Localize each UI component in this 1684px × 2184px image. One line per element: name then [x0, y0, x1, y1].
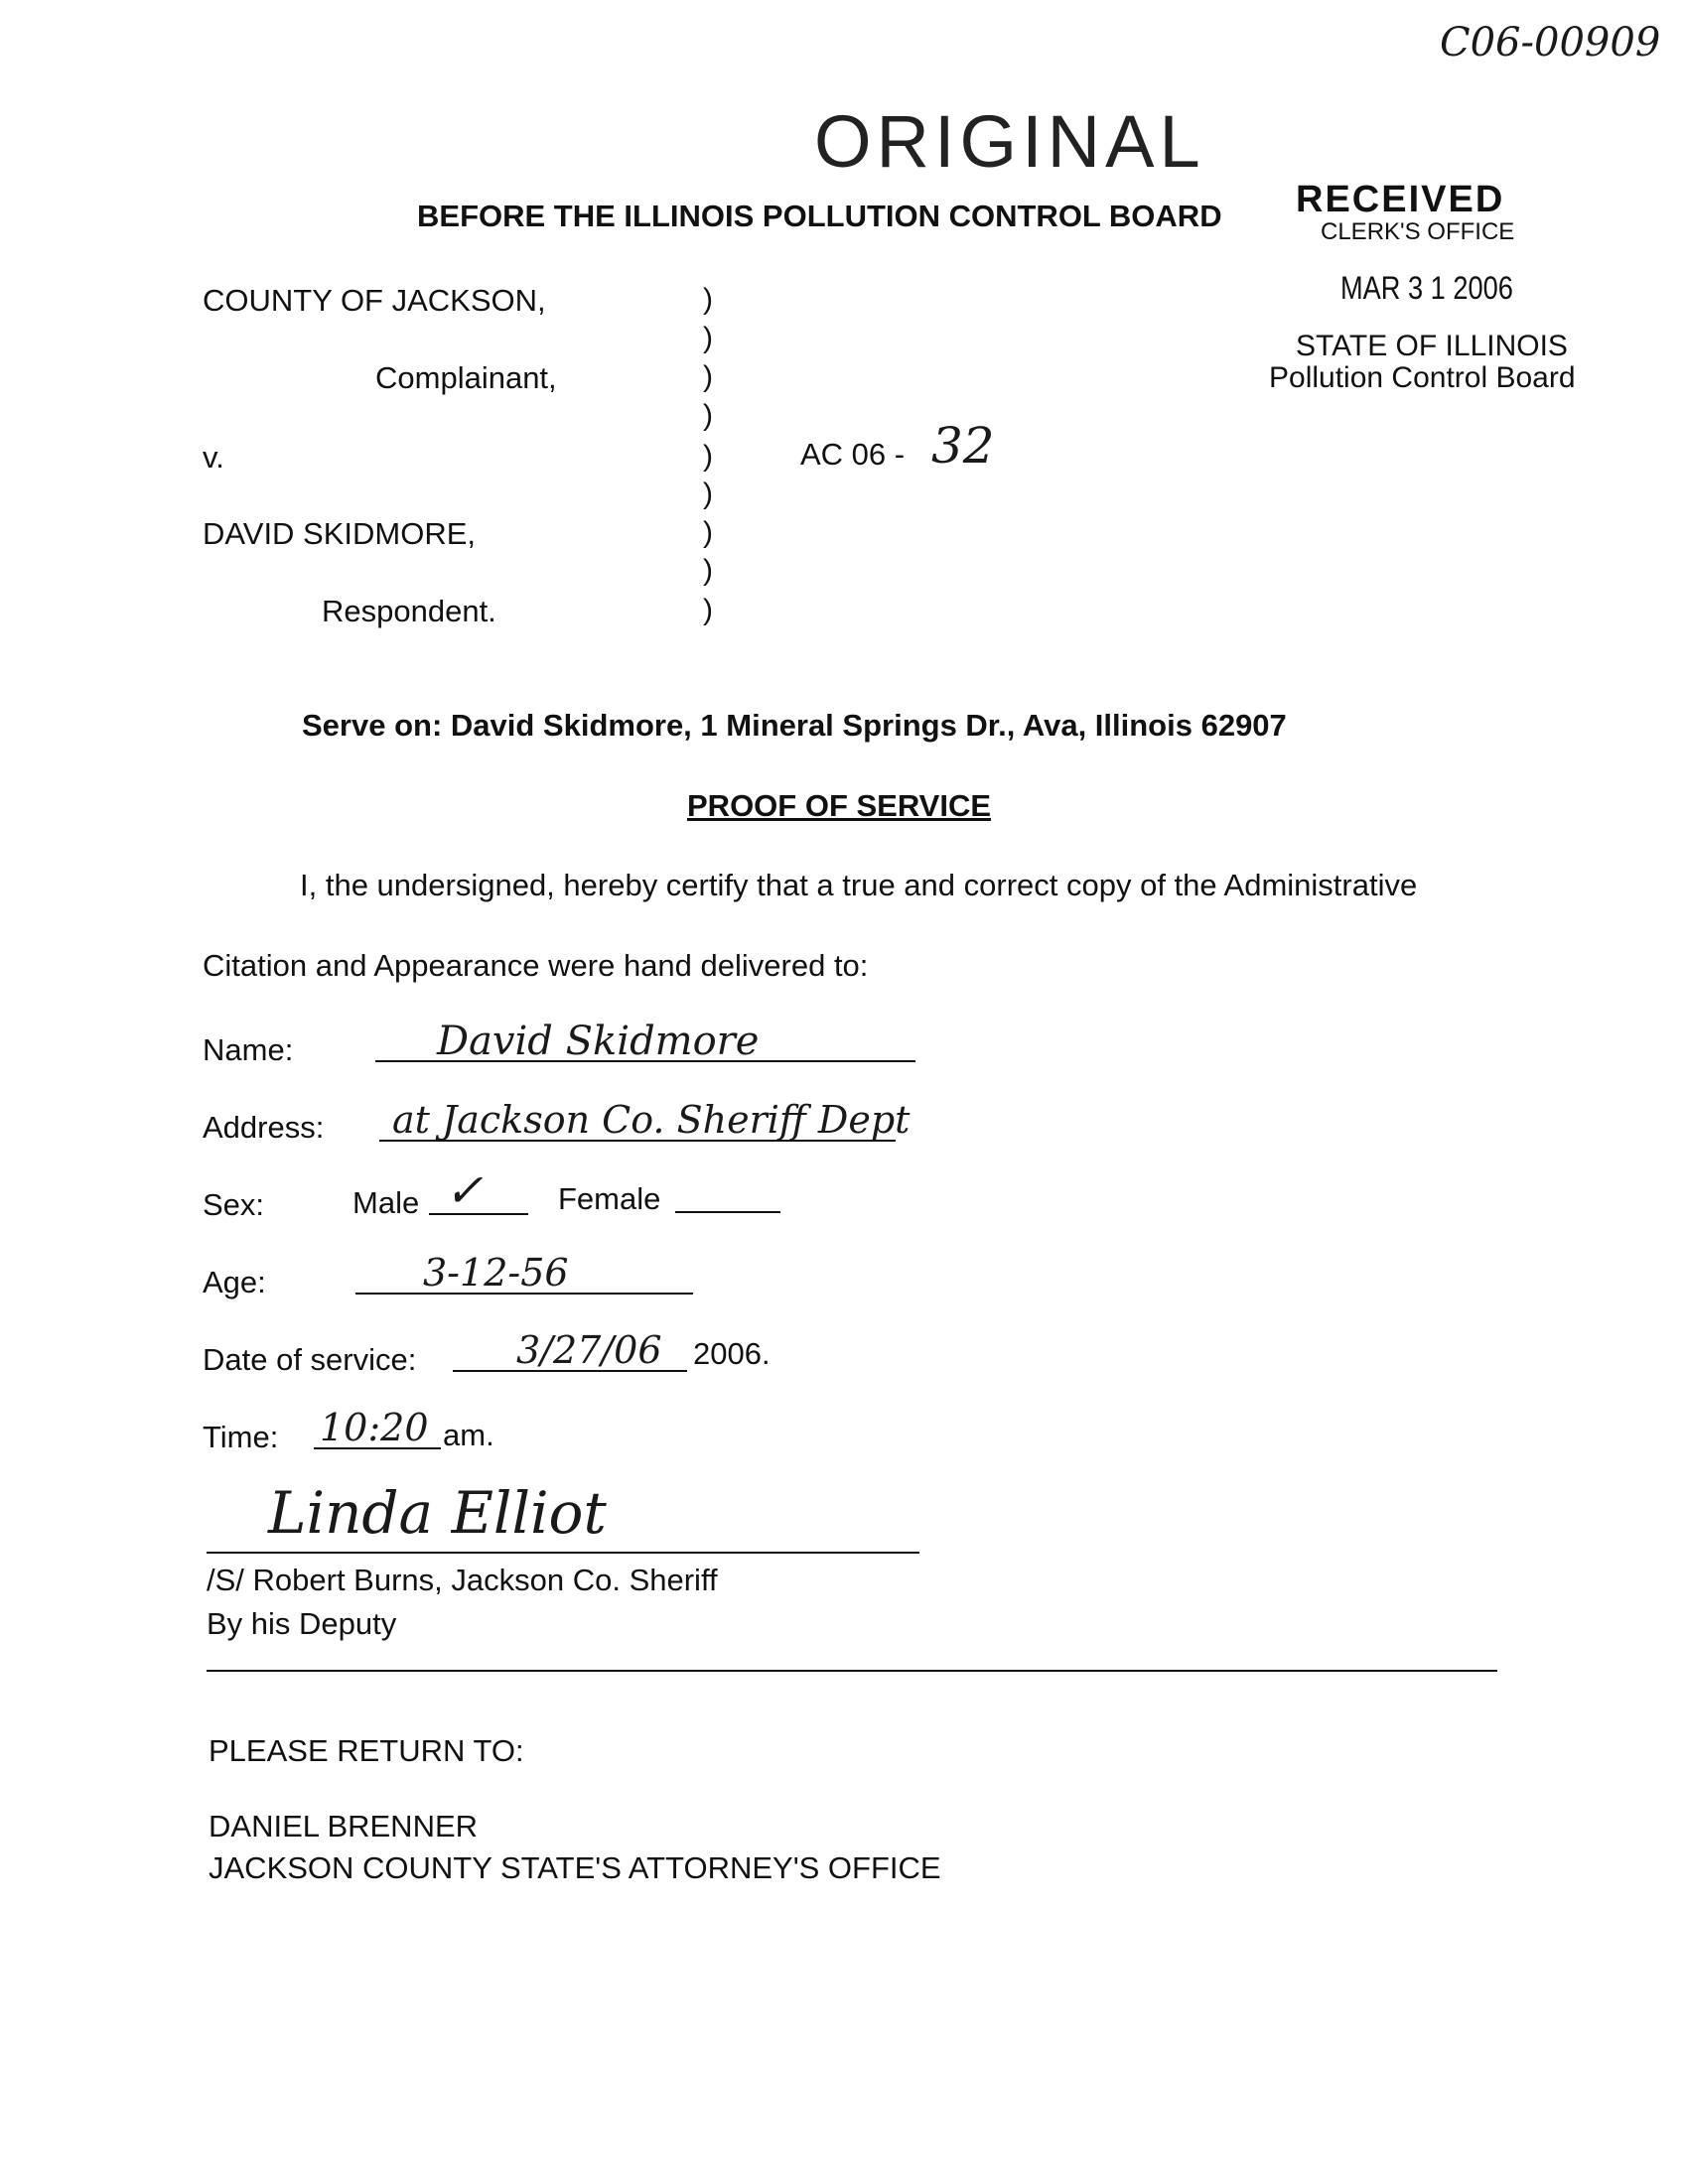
board-header: BEFORE THE ILLINOIS POLLUTION CONTROL BOARD	[417, 199, 1222, 233]
date-of-service-value: 3/27/06	[516, 1328, 662, 1372]
proof-title: PROOF OF SERVICE	[687, 788, 992, 823]
caption-versus: v.	[203, 440, 224, 475]
age-value: 3-12-56	[423, 1251, 569, 1295]
certify-line-1: I, the undersigned, hereby certify that a true and correct copy of the Administrative	[300, 868, 1418, 902]
received-date: MAR 3 1 2006	[1340, 270, 1513, 306]
time-label: Time:	[203, 1420, 279, 1454]
caption-paren: )	[703, 360, 713, 393]
caption-complainant: Complainant,	[375, 360, 557, 395]
serve-on: Serve on: David Skidmore, 1 Mineral Springs Dr., Ava, Illinois 62907	[302, 708, 1287, 743]
clerks-office: CLERK'S OFFICE	[1321, 218, 1515, 245]
caption-paren: )	[703, 594, 713, 626]
return-to-office: JACKSON COUNTY STATE'S ATTORNEY'S OFFICE	[209, 1850, 941, 1885]
case-number-prefix: AC 06 -	[800, 437, 906, 472]
male-label: Male	[352, 1185, 420, 1220]
return-to-label: PLEASE RETURN TO:	[209, 1733, 524, 1768]
name-value: David Skidmore	[437, 1019, 760, 1064]
caption-respondent-name: DAVID SKIDMORE,	[203, 516, 477, 551]
caption-county: COUNTY OF JACKSON,	[203, 283, 546, 318]
caption-paren: )	[703, 554, 713, 587]
time-suffix: am.	[443, 1418, 494, 1452]
address-label: Address:	[203, 1110, 325, 1145]
deputy-label: By his Deputy	[207, 1606, 397, 1641]
section-divider	[207, 1670, 1497, 1672]
signature-line	[207, 1552, 919, 1554]
document-number: C06-00909	[1440, 20, 1661, 66]
deputy-signature: Linda Elliot	[268, 1479, 607, 1547]
female-label: Female	[558, 1181, 661, 1216]
caption-paren: )	[703, 283, 713, 316]
stamp-board: Pollution Control Board	[1269, 361, 1576, 394]
stamp-state: STATE OF ILLINOIS	[1296, 330, 1568, 362]
date-of-service-label: Date of service:	[203, 1342, 417, 1377]
caption-paren: )	[703, 516, 713, 549]
received-stamp: RECEIVED	[1296, 179, 1505, 220]
original-stamp: ORIGINAL	[814, 100, 1205, 183]
age-label: Age:	[203, 1265, 266, 1299]
male-checkmark: ✓	[445, 1163, 484, 1217]
caption-respondent: Respondent.	[322, 594, 496, 628]
return-to-name: DANIEL BRENNER	[209, 1809, 479, 1843]
certify-line-2: Citation and Appearance were hand delivered to:	[203, 948, 869, 983]
time-value: 10:20	[320, 1406, 429, 1449]
caption-paren: )	[703, 322, 713, 354]
caption-paren: )	[703, 440, 713, 473]
caption-paren: )	[703, 478, 713, 510]
date-of-service-year: 2006.	[693, 1336, 771, 1371]
sex-label: Sex:	[203, 1187, 265, 1222]
caption-paren: )	[703, 399, 713, 432]
sheriff-name: /S/ Robert Burns, Jackson Co. Sheriff	[207, 1563, 718, 1597]
name-label: Name:	[203, 1032, 294, 1067]
address-value: at Jackson Co. Sheriff Dept	[392, 1098, 911, 1142]
female-line	[675, 1211, 780, 1213]
case-number-handwritten: 32	[931, 417, 995, 475]
